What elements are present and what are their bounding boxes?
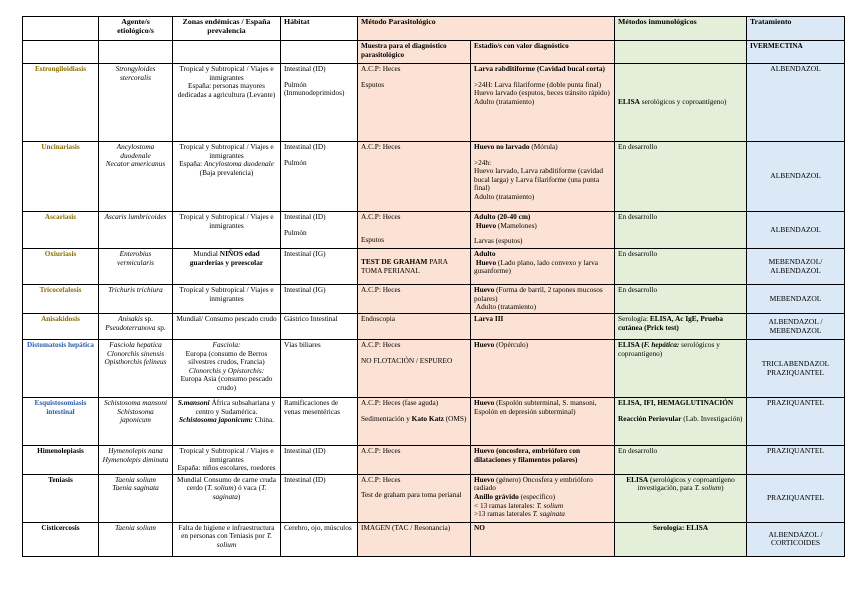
estadio-cell [471,142,615,212]
estadio-cell [471,285,615,314]
disease-name: Ascariasis [23,212,99,249]
habitat-cell: Cerebro, ojo, músculos [281,522,358,556]
muestra-line: A.C.P: Heces [361,64,401,73]
trat-cell: PRAZIQUANTEL [747,398,845,446]
zones-cell [173,142,281,212]
estadio-cell: Huevo (oncosfera, embrióforo con dilataciones y filamentos polares) [471,446,615,475]
trat-cell: ALBENDAZOL / CORTICOIDES [747,522,845,556]
zones-italic: T. solium [207,483,234,493]
zones-bold: S.mansoni [177,398,210,407]
estadio-line: Huevo larvado (esputos, heces tránsito rápido) [474,88,610,98]
trat-cell: MEBENDAZOL/ ALBENDAZOL [747,249,845,285]
habitat-cell: Intestinal (ID) [281,446,358,475]
estadio-line: Adulto (tratamiento) [475,302,537,312]
agent-name: Trichuris trichiura [99,285,173,314]
subheader-row [23,41,845,64]
inmuno-cell: En desarrollo [615,142,747,212]
header-habitat: Hábitat [281,17,358,41]
estadio-text: (Mamelones) [496,220,537,230]
agent-line: Schistosoma japonicum [117,406,154,425]
inmuno-text: serológicos y coproantígeno) [639,97,727,107]
muestra-line: Test de graham para toma perianal [361,490,462,500]
agent-italic: Anisakis [118,314,143,323]
agent-line: Opisthorchis felineus [104,357,167,367]
agent-cell [99,398,173,446]
disease-name: Distomatosis hepática [23,340,99,398]
agent-cell [99,314,173,340]
table-row [23,474,845,522]
zones-bold: Schistosoma japonicum: [178,415,253,425]
zones-cell [173,446,281,475]
table-row [23,398,845,446]
zones-cell: Mundial/ Consumo pescado crudo [173,314,281,340]
muestra-cell: A.C.P: Heces [358,446,471,475]
zones-line: Clonorchis y Opistorchis: [188,365,265,375]
habitat-cell: Gástrico Intestinal [281,314,358,340]
estadio-bold: Huevo [474,474,495,484]
agent-text: sp. [155,322,166,332]
muestra-cell [358,398,471,446]
muestra-line: Esputos [361,234,385,244]
disease-name: Anisakidosis [23,314,99,340]
estadio-line: Adulto (tratamiento) [474,96,535,106]
estadio-line: Adulto (tratamiento) [474,191,535,201]
agent-line: Ancylostoma duodenale [116,142,155,160]
inmuno-cell [615,64,747,142]
zones-cell [173,64,281,142]
zones-line: Europa (consumo de Berros silvestres crudos, Francia) [185,348,268,367]
inmuno-text: (serológicos y coproantígeno investigación, para [637,474,735,493]
estadio-cell [471,64,615,142]
parasitology-table [22,16,845,557]
agent-line: Taenia solium [115,474,156,484]
zones-text: ) [237,491,241,501]
muestra-cell [358,340,471,398]
zones-line: Tropical y Subtropical / Viajes e inmigrantes [179,64,274,82]
estadio-bold: Huevo [475,257,497,267]
disease-name: Teniasis [23,474,99,522]
zones-italic: T. saginata [212,483,267,501]
estadio-bold: Huevo [474,285,495,294]
muestra-line: A.C.P: Heces (fase aguda) [361,398,439,407]
disease-name: Himenolepiasis [23,446,99,475]
zones-line: España: personas mayores dedicadas a agricultura (Levante) [177,81,276,99]
trat-cell: TRICLABENDAZOL PRAZIQUANTEL [747,340,845,398]
zones-line: Tropical y Subtropical / Viajes e inmigrantes [179,446,274,464]
table-row [23,522,845,556]
table-row [23,446,845,475]
agent-line: Hymenolepis nana [108,446,163,455]
zones-text: Falta de higiene e infraestructura en personas con Teniasis por [178,522,275,541]
table-row [23,340,845,398]
estadio-text: (Mórula) [529,142,558,151]
inmuno-cell: Serología: ELISA [615,522,747,556]
agent-cell [99,340,173,398]
zones-italic: T. solium [216,531,272,549]
agent-name: Taenia solium [99,522,173,556]
estadio-bold: Huevo [474,398,495,407]
muestra-cell [358,474,471,522]
header-row [23,17,845,41]
estadio-text: (Opérculo) [494,340,529,349]
inmuno-bold: ELISA ( [618,340,644,349]
zones-cell: Tropical y Subtropical / Viajes e inmigrantes [173,212,281,249]
agent-line: Clonorchis sinensis [106,348,165,358]
inmuno-text: ) [721,483,724,493]
zones-line: (Baja prevalencia) [199,167,254,177]
habitat-cell [281,142,358,212]
zones-line: Fasciola: [212,340,241,349]
zones-line: España: niños escolares, roedores [177,463,276,473]
zones-text: ) ó vaca ( [233,483,262,493]
inmuno-cell: En desarrollo [615,285,747,314]
zones-cell [173,522,281,556]
estadio-text: (Forma de barril, 2 tapones mucosos polares) [474,285,603,303]
zones-text: África subsahariana y centro y Sudamérica. [195,398,276,416]
estadio-line: Larvas (esputos) [474,236,523,246]
header-empty [23,17,99,41]
trat-cell: PRAZIQUANTEL [747,446,845,475]
muestra-bold: Kato Katz [411,413,444,423]
zones-italic: Ancylostoma duodenale [204,159,274,169]
estadio-italic: T. saginata [532,509,565,519]
agent-name: Enterobius vermicularis [99,249,173,285]
sub-empty-4 [281,41,358,64]
muestra-cell: IMAGEN (TAC / Resonancia) [358,522,471,556]
inmuno-cell: En desarrollo [615,446,747,475]
sub-empty-2 [99,41,173,64]
zones-cell [173,340,281,398]
inmuno-italic: F. hepática: [643,340,680,349]
muestra-text: (OMS) [443,413,467,423]
inmuno-cell [615,314,747,340]
estadio-cell [471,398,615,446]
estadio-cell [471,340,615,398]
muestra-text: Sedimentación y [361,413,412,423]
estadio-line: Huevo larvado, Larva rabditiforme (cavidad bucal larga) y Larva filariforme (una punta final) [474,166,604,193]
sub-empty-1 [23,41,99,64]
inmuno-bold: ELISA [626,474,649,484]
habitat-line: Intestinal (ID) [284,64,326,73]
inmuno-text: (Lab. Investigación) [681,413,743,423]
disease-name: Uncinariasis [23,142,99,212]
habitat-cell: Intestinal (ID) [281,474,358,522]
trat-cell: ALBENDAZOL [747,142,845,212]
habitat-line: Intestinal (ID) [284,142,326,151]
habitat-line: Pulmón (Inmunodeprimidos) [284,79,345,98]
estadio-text: (Lado plano, lado convexo y larva gusanforme) [474,257,599,276]
muestra-cell: Endoscopia [358,314,471,340]
inmuno-italic: T. solium [694,483,722,493]
zones-cell [173,398,281,446]
inmuno-line: ELISA, IFI, HEMAGLUTINACIÓN [618,398,734,407]
table-row [23,142,845,212]
agent-line: Taenia saginata [112,483,159,493]
sub-empty-5 [615,41,747,64]
header-trat: Tratamiento [747,17,845,41]
inmuno-cell [615,474,747,522]
inmuno-cell: En desarrollo [615,249,747,285]
disease-name: Estrongiloidiasis [23,64,99,142]
table-row [23,212,845,249]
estadio-cell [471,249,615,285]
disease-name: Esquistosomiasis intestinal [23,398,99,446]
agent-line: Hymenolepis diminuta [102,454,169,464]
zones-cell: Tropical y Subtropical / Viajes e inmigrantes [173,285,281,314]
muestra-line: Esputos [361,79,385,89]
inmuno-bold: ELISA, Ac IgE, Prueba cutánea (Prick test) [618,314,724,332]
habitat-line: Intestinal (ID) [284,212,326,221]
muestra-cell: A.C.P: Heces [358,285,471,314]
muestra-line: NO FLOTACIÓN / ESPUREO [361,355,453,365]
disease-name: Oxiuriasis [23,249,99,285]
header-agent: Agente/s etiológico/s [99,17,173,41]
estadio-line: Adulto (20-40 cm) [474,212,531,221]
muestra-cell [358,64,471,142]
trat-cell: MEBENDAZOL [747,285,845,314]
trat-cell: ALBENDAZOL [747,212,845,249]
zones-line: Europa Asia (consumo pescado crudo) [180,374,273,392]
agent-italic: Pseudoterranova [105,322,156,332]
table-row [23,314,845,340]
habitat-cell [281,212,358,249]
muestra-cell [358,249,471,285]
estadio-line: Adulto [474,249,496,258]
trat-cell: ALBENDAZOL [747,64,845,142]
muestra-cell: A.C.P: Heces [358,142,471,212]
agent-line: Necator americanus [105,159,166,169]
estadio-cell: NO [471,522,615,556]
agent-line: Fasciola hepatica [109,340,162,349]
inmuno-bold: ELISA [618,97,640,107]
zones-cell [173,474,281,522]
zones-line: Tropical y Subtropical / Viajes e inmigrantes [179,142,274,160]
muestra-line: A.C.P: Heces [361,212,401,221]
trat-cell: PRAZIQUANTEL [747,474,845,522]
header-estadios: Estadío/s con valor diagnóstico [471,41,615,64]
inmuno-cell [615,340,747,398]
agent-line: Schistosoma mansoni [103,398,168,407]
table-row [23,249,845,285]
estadio-cell: Larva III [471,314,615,340]
agent-name: Ascaris lumbricoides [99,212,173,249]
estadio-italic: T. solium [536,500,564,510]
habitat-cell: Intestinal (IG) [281,249,358,285]
habitat-cell [281,64,358,142]
muestra-line: A.C.P: Heces [361,474,401,484]
header-muestra: Muestra para el diagnóstico parasitológico [358,41,471,64]
estadio-bold: Anillo grávido [474,491,519,501]
estadio-bold: Huevo no larvado [474,142,530,151]
estadio-cell [471,474,615,522]
muestra-cell [358,212,471,249]
disease-name: Cisticercosis [23,522,99,556]
zones-text: China. [252,415,275,425]
header-inmuno: Métodos inmunológicos [615,17,747,41]
inmuno-cell: En desarrollo [615,212,747,249]
agent-text: sp. [142,314,153,323]
muestra-text: PARA TOMA PERIANAL [361,256,448,275]
estadio-line: >24h: [474,157,492,167]
estadio-text: >13 ramas laterales [474,509,533,519]
header-parasit: Método Parasitológico [358,17,615,41]
estadio-line: >24H: Larva filariforme (doble punta final) [474,79,602,89]
estadio-bold: Huevo [475,220,497,230]
muestra-bold: TEST DE GRAHAM [361,256,428,266]
estadio-bold: Huevo [474,340,495,349]
estadio-text: (Espolón subterminal, S. mansoni, Espolón en depresión subterminal) [474,398,597,416]
table-row [23,285,845,314]
inmuno-text: Serología: [618,314,650,323]
estadio-text: (género) Oncosfera y embrióforo radiado [474,474,593,493]
estadio-cell [471,212,615,249]
agent-cell [99,474,173,522]
sub-empty-3 [173,41,281,64]
trat-cell: ALBENDAZOL / MEBENDAZOL [747,314,845,340]
zones-text: Mundial [193,249,220,258]
agent-cell [99,446,173,475]
zones-cell [173,249,281,285]
agent-cell [99,142,173,212]
estadio-text: < 13 ramas laterales: [474,500,537,510]
habitat-cell: Vías biliares [281,340,358,398]
habitat-cell: Intestinal (IG) [281,285,358,314]
inmuno-cell [615,398,747,446]
habitat-cell: Ramificaciones de venas mesentéricas [281,398,358,446]
habitat-line: Pulmón [284,157,307,167]
zones-text: Mundial Consumo de carne cruda cerdo ( [177,474,276,493]
table-row [23,64,845,142]
muestra-line: A.C.P: Heces [361,340,401,349]
zones-text: España: [179,159,204,169]
estadio-text: (específico) [518,491,556,501]
estadio-line: Larva rabditiforme (Cavidad bucal corta) [474,64,605,73]
disease-name: Tricocefalosis [23,285,99,314]
inmuno-bold: Reacción Periovular [618,413,682,423]
zones-bold: NIÑOS edad guarderías y preescolar [189,249,264,267]
header-zones: Zonas endémicas / España prevalencia [173,17,281,41]
habitat-line: Pulmón [284,227,307,237]
inmuno-text: serológicos y coproantígeno) [618,340,720,358]
header-ivermectina: IVERMECTINA [747,41,845,64]
agent-name: Strongyloides stercoralis [99,64,173,142]
